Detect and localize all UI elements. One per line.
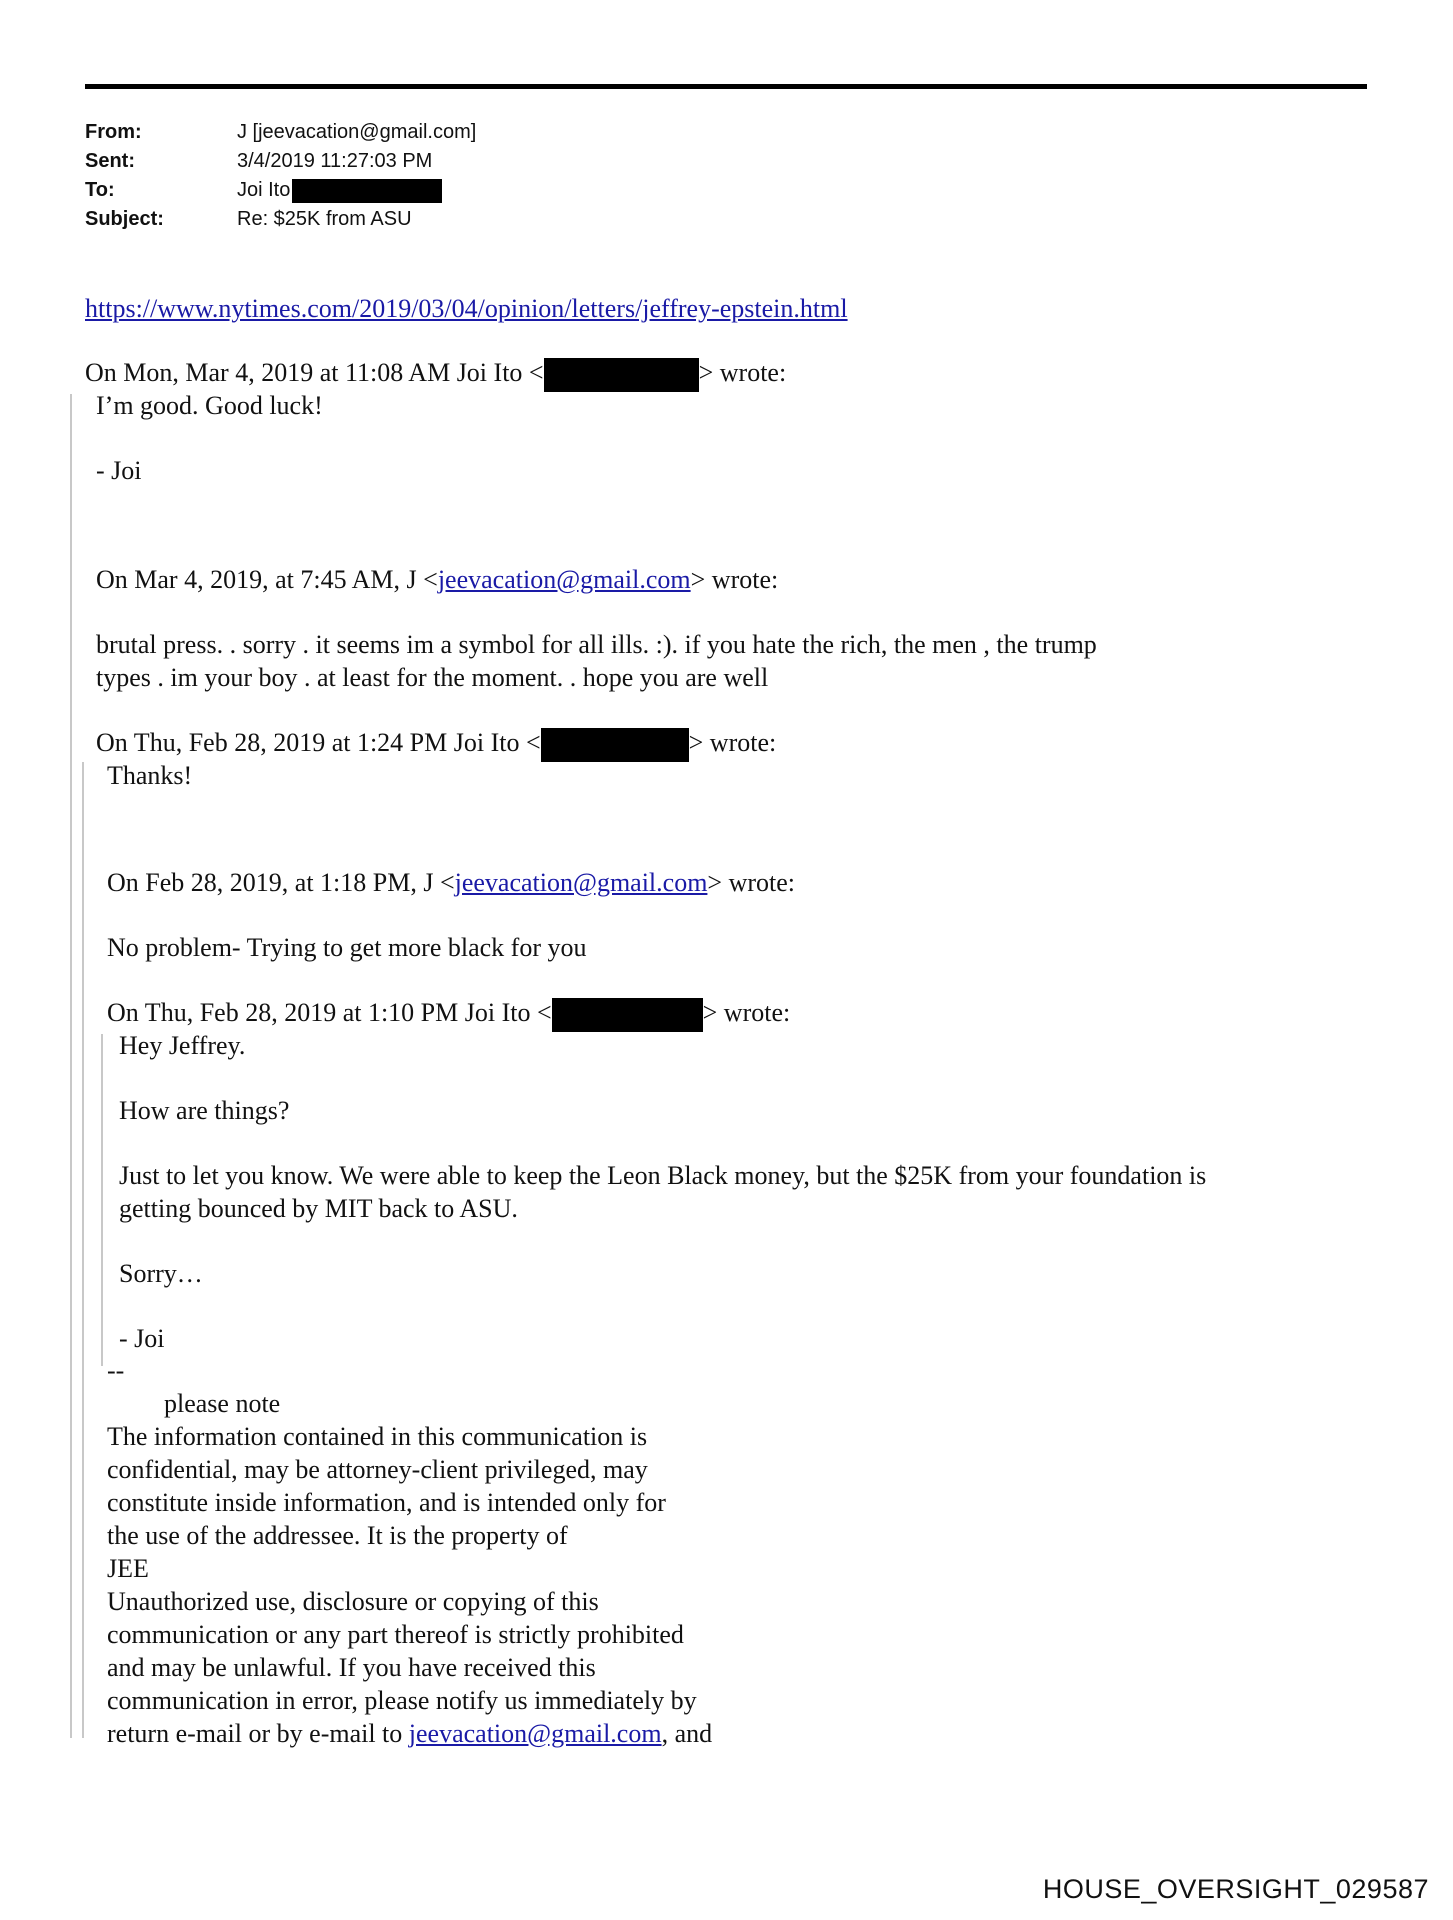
quote-header-1-wrote: > wrote: <box>698 358 787 387</box>
article-link[interactable]: https://www.nytimes.com/2019/03/04/opinion/letters/jeffrey-epstein.html <box>85 294 848 323</box>
disclaimer-line <box>107 1719 712 1749</box>
redaction-box <box>292 179 442 203</box>
disclaimer-line: communication in error, please notify us immediately by <box>107 1686 697 1715</box>
message-line: brutal press. . sorry . it seems im a symbol for all ills. :). if you hate the rich, the men , the trump <box>96 630 1097 659</box>
disclaimer-line-end: , and <box>661 1719 713 1748</box>
quote-header-4 <box>107 868 795 898</box>
disclaimer-line: constitute inside information, and is intended only for <box>107 1488 666 1517</box>
disclaimer-line: communication or any part thereof is strictly prohibited <box>107 1620 684 1649</box>
sent-label: Sent: <box>85 150 135 172</box>
subject-value: Re: $25K from ASU <box>237 208 412 230</box>
to-label: To: <box>85 179 115 201</box>
quote-bar-level-3 <box>101 1034 103 1366</box>
to-value-wrap <box>237 176 442 205</box>
redaction-box <box>541 728 689 762</box>
disclaimer-line-text: return e-mail or by e-mail to <box>107 1719 409 1748</box>
message-line: types . im your boy . at least for the moment. . hope you are well <box>96 663 769 692</box>
article-link-line <box>85 294 848 324</box>
quote-bar-level-1 <box>70 394 72 1738</box>
quote-header-5 <box>107 998 790 1032</box>
message-line: How are things? <box>119 1096 290 1125</box>
disclaimer-line: The information contained in this communication is <box>107 1422 648 1451</box>
quote-header-4-text: On Feb 28, 2019, at 1:18 PM, J < <box>107 868 455 897</box>
disclaimer-line: confidential, may be attorney-client privileged, may <box>107 1455 648 1484</box>
quote-header-5-text: On Thu, Feb 28, 2019 at 1:10 PM Joi Ito < <box>107 998 552 1027</box>
message-line: I’m good. Good luck! <box>96 391 323 420</box>
disclaimer-line: and may be unlawful. If you have received this <box>107 1653 596 1682</box>
message-line: Sorry… <box>119 1259 203 1288</box>
signature: - Joi <box>119 1324 165 1353</box>
quote-header-4-wrote: > wrote: <box>707 868 796 897</box>
redaction-box <box>552 998 703 1032</box>
email-link[interactable]: jeevacation@gmail.com <box>408 1719 662 1748</box>
quote-header-2 <box>96 565 778 595</box>
disclaimer-line: JEE <box>107 1554 149 1583</box>
to-value: Joi Ito <box>237 179 291 201</box>
email-link[interactable]: jeevacation@gmail.com <box>454 868 708 897</box>
disclaimer-title: please note <box>164 1389 281 1418</box>
signature: - Joi <box>96 456 142 485</box>
message-line: Just to let you know. We were able to keep the Leon Black money, but the $25K from your foundation is <box>119 1161 1207 1190</box>
subject-label: Subject: <box>85 208 164 230</box>
from-value: J [jeevacation@gmail.com] <box>237 121 477 143</box>
message-line: Thanks! <box>107 761 193 790</box>
quote-header-2-text: On Mar 4, 2019, at 7:45 AM, J < <box>96 565 438 594</box>
signature-separator: -- <box>107 1356 125 1385</box>
quote-bar-level-2 <box>82 762 84 1738</box>
quote-header-3 <box>96 728 776 762</box>
quote-header-1-text: On Mon, Mar 4, 2019 at 11:08 AM Joi Ito < <box>85 358 544 387</box>
from-label: From: <box>85 121 142 143</box>
disclaimer-line: Unauthorized use, disclosure or copying of this <box>107 1587 599 1616</box>
quote-header-2-wrote: > wrote: <box>690 565 779 594</box>
message-line: No problem- Trying to get more black for you <box>107 933 587 962</box>
redaction-box <box>544 358 699 392</box>
email-link[interactable]: jeevacation@gmail.com <box>437 565 691 594</box>
sent-value: 3/4/2019 11:27:03 PM <box>237 150 433 172</box>
disclaimer-line: the use of the addressee. It is the property of <box>107 1521 568 1550</box>
message-line: getting bounced by MIT back to ASU. <box>119 1194 518 1223</box>
bates-number: HOUSE_OVERSIGHT_029587 <box>1042 1874 1429 1904</box>
quote-header-3-text: On Thu, Feb 28, 2019 at 1:24 PM Joi Ito < <box>96 728 541 757</box>
top-rule <box>85 84 1367 89</box>
quote-header-3-wrote: > wrote: <box>688 728 777 757</box>
quote-header-5-wrote: > wrote: <box>702 998 791 1027</box>
quote-header-1 <box>85 358 786 392</box>
message-line: Hey Jeffrey. <box>119 1031 246 1060</box>
